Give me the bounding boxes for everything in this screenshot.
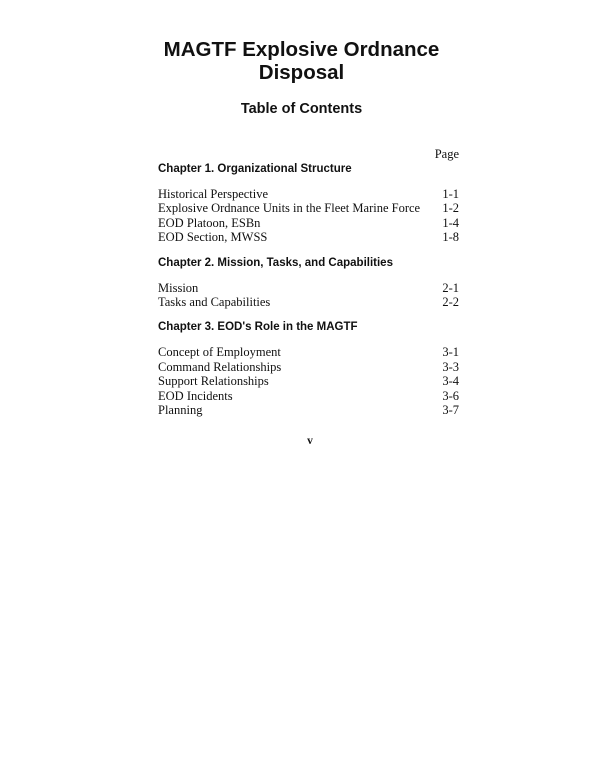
document-title-line-1: MAGTF Explosive Ordnance bbox=[163, 38, 440, 61]
toc-entry-page: 1-1 bbox=[442, 187, 459, 201]
toc-entry-page: 3-3 bbox=[442, 359, 459, 374]
toc-entry-title: Command Relationships bbox=[158, 359, 282, 374]
chapter-heading: Chapter 1. Organizational Structure bbox=[158, 163, 352, 175]
page-number: v bbox=[307, 435, 313, 447]
toc-entry[interactable] bbox=[158, 389, 459, 403]
toc-entry[interactable] bbox=[158, 295, 459, 309]
toc-entry-title: EOD Platoon, ESBn bbox=[158, 215, 261, 230]
toc-entry[interactable] bbox=[158, 374, 459, 388]
toc-entry-page: 2-2 bbox=[442, 295, 459, 310]
toc-entry-page: 3-6 bbox=[442, 388, 459, 403]
chapter-1-block bbox=[158, 162, 459, 245]
chapter-2-block bbox=[158, 256, 459, 310]
toc-entry[interactable] bbox=[158, 230, 459, 244]
toc-entry-title: Support Relationships bbox=[158, 374, 269, 389]
toc-entry[interactable] bbox=[158, 201, 459, 215]
toc-entry[interactable] bbox=[158, 360, 459, 374]
toc-entry-title: Explosive Ordnance Units in the Fleet Marine Force bbox=[158, 201, 421, 216]
toc-entry-title: Planning bbox=[158, 403, 203, 418]
toc-entry-page: 3-7 bbox=[442, 403, 459, 418]
toc-entry[interactable] bbox=[158, 281, 459, 295]
toc-entry[interactable] bbox=[158, 345, 459, 359]
document-title-line-2: Disposal bbox=[258, 61, 345, 84]
toc-entry-title: EOD Incidents bbox=[158, 388, 233, 403]
chapter-3-block bbox=[158, 320, 459, 417]
toc-entry-title: Concept of Employment bbox=[158, 345, 281, 360]
toc-entry-page: 3-4 bbox=[442, 374, 459, 389]
document-title bbox=[0, 38, 603, 84]
toc-entry-page: 1-4 bbox=[442, 215, 459, 230]
toc-entry[interactable] bbox=[158, 187, 459, 201]
toc-entry-page: 1-2 bbox=[442, 201, 459, 216]
chapter-heading: Chapter 2. Mission, Tasks, and Capabilities bbox=[158, 256, 393, 269]
table-of-contents bbox=[158, 162, 459, 428]
toc-heading: Table of Contents bbox=[240, 101, 363, 117]
toc-entry[interactable] bbox=[158, 403, 459, 417]
toc-entry-title: EOD Section, MWSS bbox=[158, 230, 268, 245]
toc-entry-title: Historical Perspective bbox=[158, 187, 269, 201]
toc-entry-title: Tasks and Capabilities bbox=[158, 295, 271, 310]
toc-entry-title: Mission bbox=[158, 280, 199, 295]
chapter-heading: Chapter 3. EOD's Role in the MAGTF bbox=[158, 321, 358, 334]
toc-entry-page: 3-1 bbox=[442, 345, 459, 360]
page-column-label: Page bbox=[434, 147, 459, 161]
toc-entry-page: 1-8 bbox=[442, 230, 459, 245]
toc-entry-page: 2-1 bbox=[442, 280, 459, 295]
toc-entry[interactable] bbox=[158, 216, 459, 230]
